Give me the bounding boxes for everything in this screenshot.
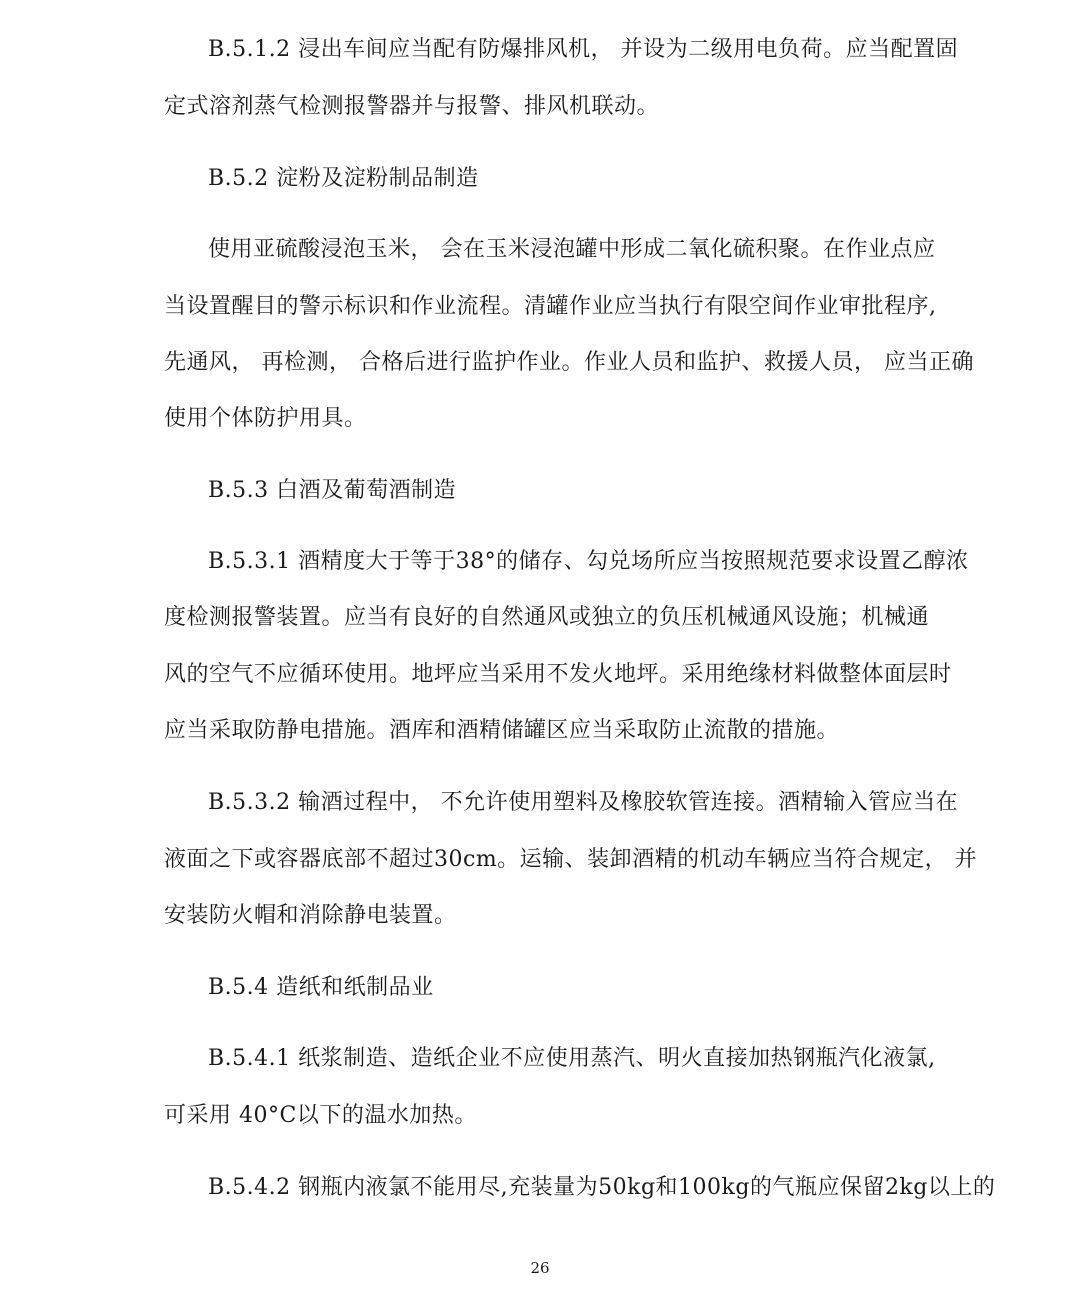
text-line: 定式溶剂蒸气检测报警器并与报警、排风机联动。: [164, 94, 660, 119]
section-heading: B.5.3 白酒及葡萄酒制造: [208, 478, 457, 503]
text-line: 使用个体防护用具。: [164, 406, 367, 431]
text-line: 风的空气不应循环使用。地坪应当采用不发火地坪。采用绝缘材料做整体面层时: [164, 662, 952, 687]
text-line: 当设置醒目的警示标识和作业流程。清罐作业应当执行有限空间作业审批程序,: [164, 294, 937, 319]
text-line: B.5.3.1 酒精度大于等于38°的储存、勾兑场所应当按照规范要求设置乙醇浓: [208, 549, 969, 574]
text-line: 使用亚硫酸浸泡玉米， 会在玉米浸泡罐中形成二氧化硫积聚。在作业点应: [208, 237, 936, 262]
text-line: 安装防火帽和消除静电装置。: [164, 903, 457, 928]
text-line: 应当采取防静电措施。酒库和酒精储罐区应当采取防止流散的措施。: [164, 718, 840, 743]
section-heading: B.5.2 淀粉及淀粉制品制造: [208, 166, 479, 191]
section-heading: B.5.4 造纸和纸制品业: [208, 975, 434, 1000]
text-line: B.5.1.2 浸出车间应当配有防爆排风机， 并设为二级用电负荷。应当配置固: [208, 37, 959, 62]
text-line: 可采用 40°C以下的温水加热。: [164, 1103, 477, 1128]
text-line: 先通风， 再检测， 合格后进行监护作业。作业人员和监护、救援人员， 应当正确: [164, 350, 974, 375]
text-line: B.5.3.2 输酒过程中， 不允许使用塑料及橡胶软管连接。酒精输入管应当在: [208, 790, 959, 815]
text-line: B.5.4.1 纸浆制造、造纸企业不应使用蒸汽、明火直接加热钢瓶汽化液氯,: [208, 1046, 936, 1071]
text-line: B.5.4.2 钢瓶内液氯不能用尽,充装量为50kg和100kg的气瓶应保留2kg以上的: [208, 1175, 996, 1200]
text-line: 液面之下或容器底部不超过30cm。运输、装卸酒精的机动车辆应当符合规定， 并: [164, 847, 978, 872]
page-number: 26: [530, 1259, 550, 1277]
text-line: 度检测报警装置。应当有良好的自然通风或独立的负压机械通风设施；机械通: [164, 605, 930, 630]
